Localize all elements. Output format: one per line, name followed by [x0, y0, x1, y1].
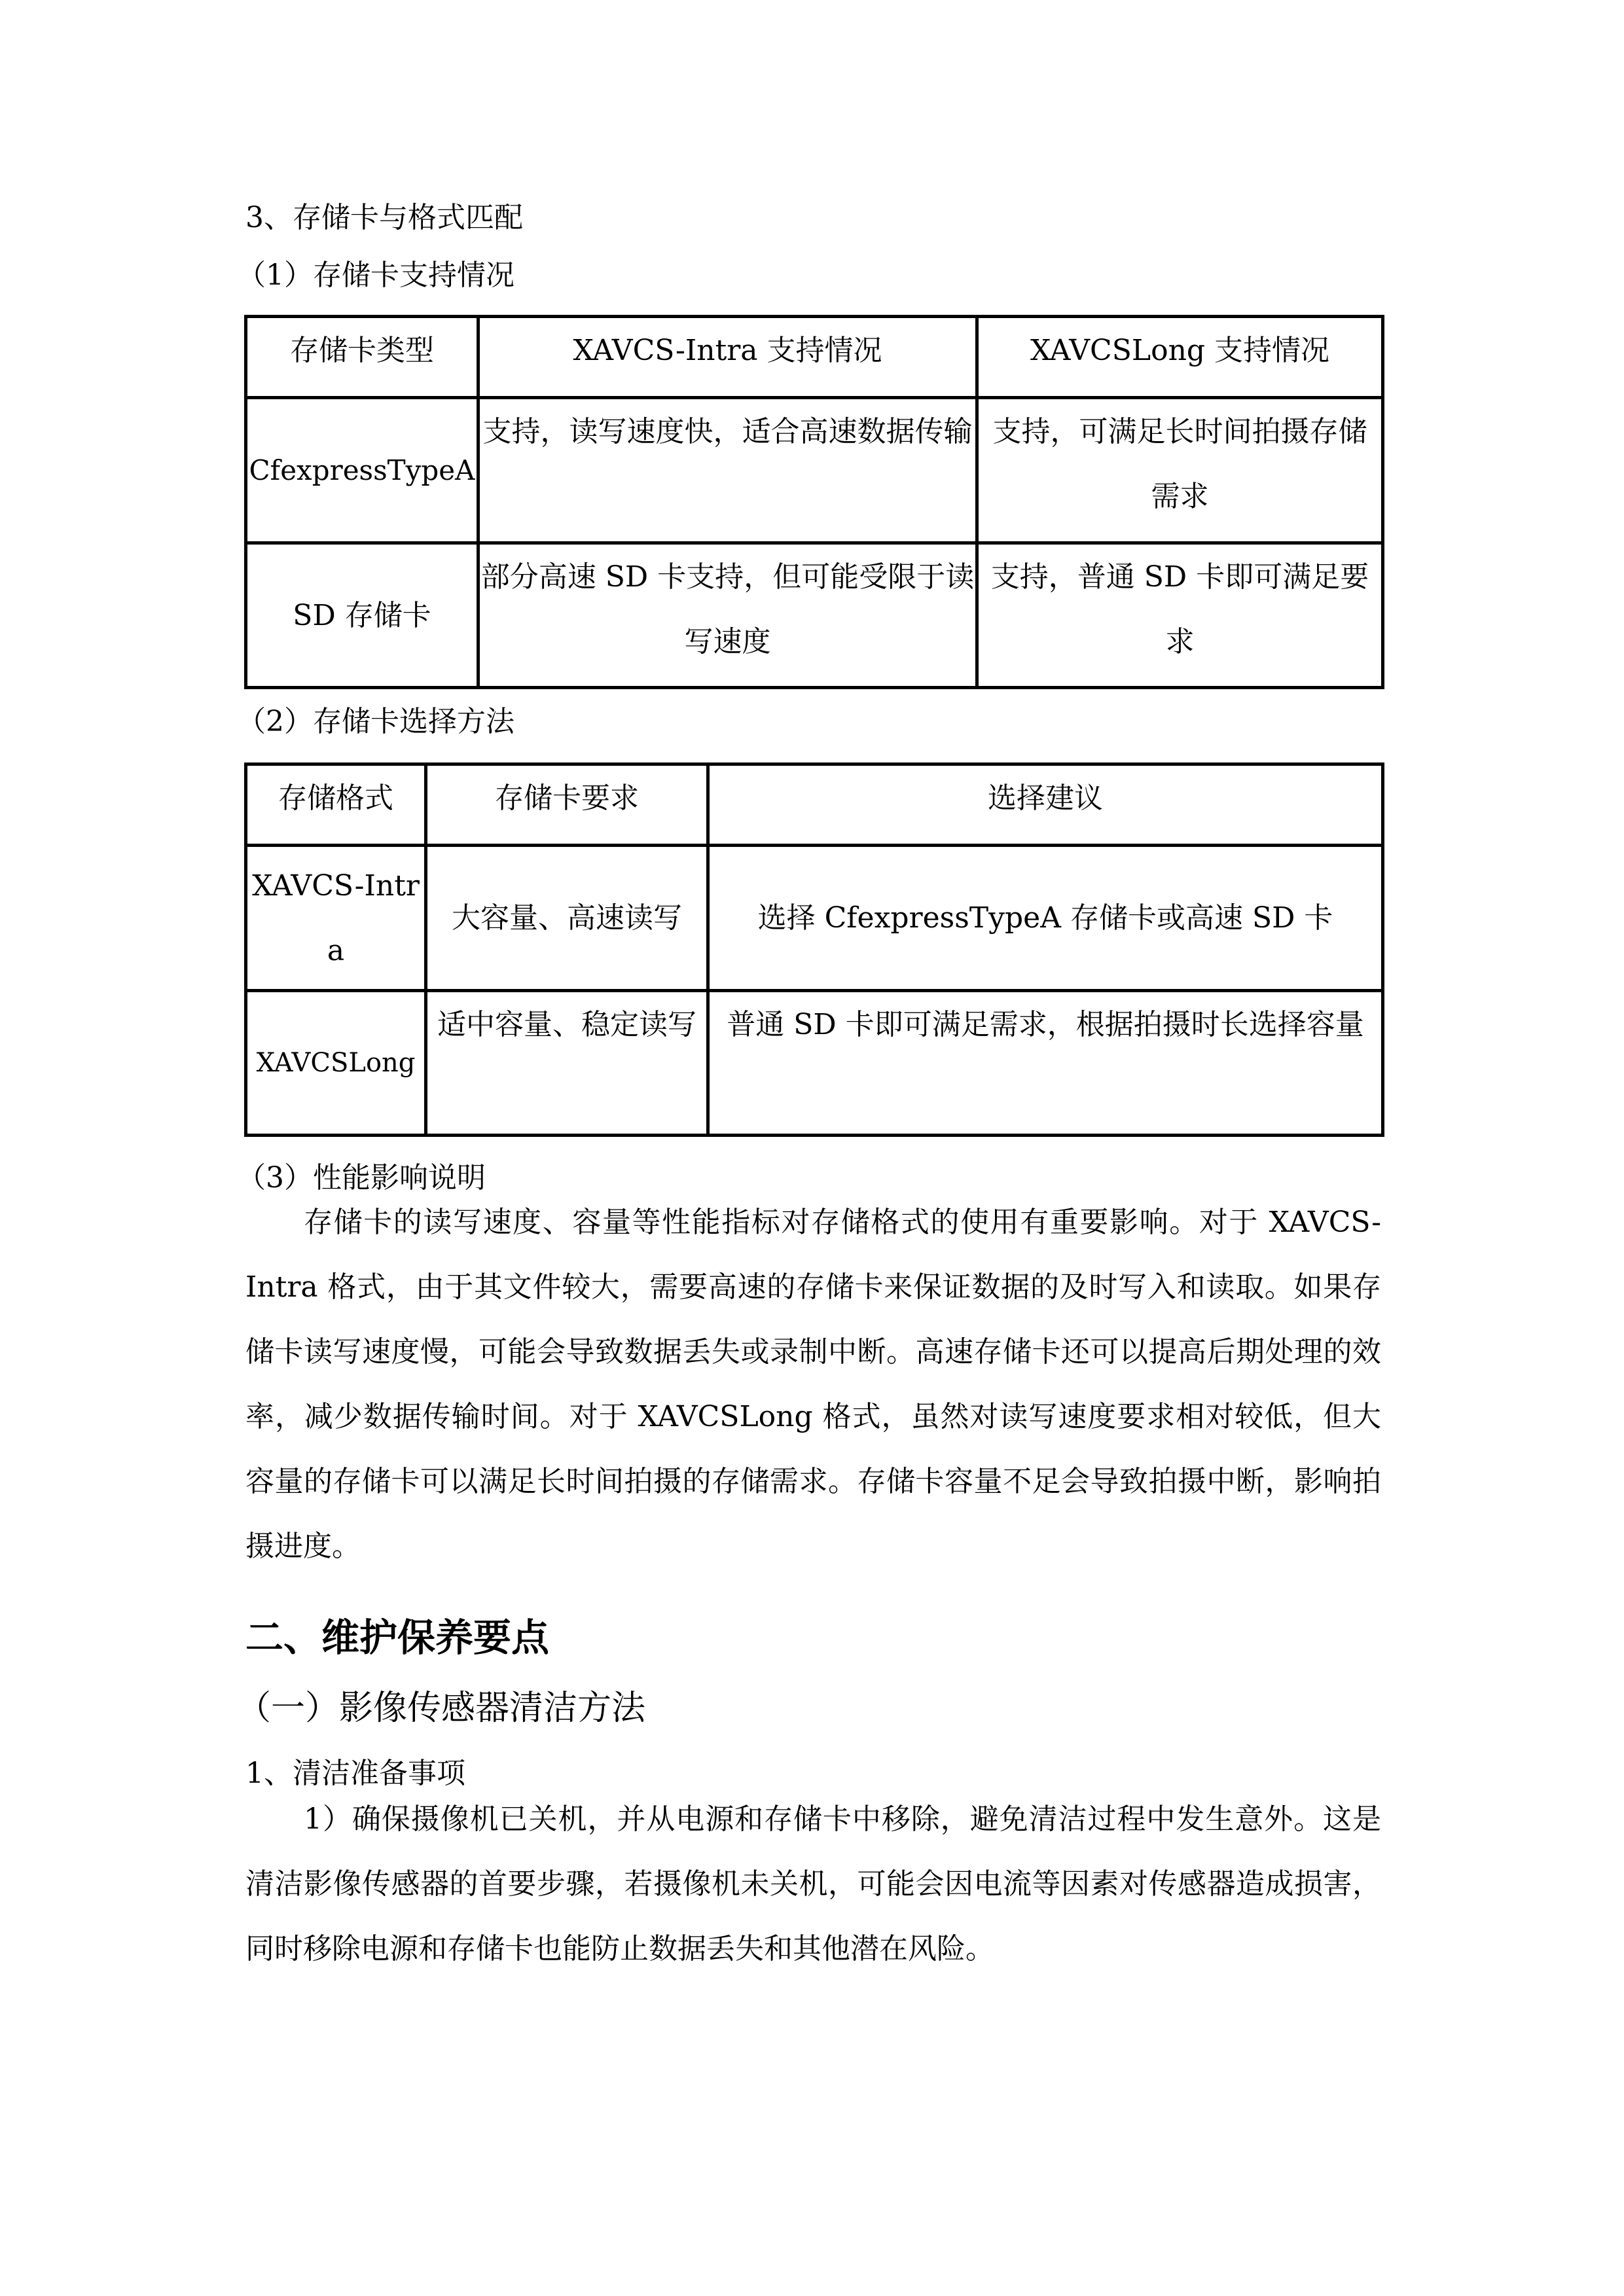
table-cell: XAVCSLong [246, 991, 426, 1136]
subheading-card-selection: （2）存储卡选择方法 [237, 705, 514, 738]
table-cell: 选择 CfexpressTypeA 存储卡或高速 SD 卡 [708, 846, 1383, 991]
subheading-sensor-cleaning: （一）影像传感器清洁方法 [237, 1689, 646, 1728]
table-header-cell: 存储卡要求 [426, 764, 708, 846]
card-support-table [244, 315, 1384, 689]
subheading-card-support: （1）存储卡支持情况 [237, 259, 514, 292]
table-cell: CfexpressTypeA [246, 398, 478, 543]
table-cell: SD 存储卡 [246, 543, 478, 688]
table-header-row [246, 317, 1383, 398]
table-cell: 部分高速 SD 卡支持，但可能受限于读写速度 [478, 543, 977, 688]
performance-paragraph: 存储卡的读写速度、容量等性能指标对存储格式的使用有重要影响。对于 XAVCS-Intra 格式，由于其文件较大，需要高速的存储卡来保证数据的及时写入和读取。如果存储卡读写速度慢，可能会导致数据丢失或录制中断。高速存储卡还可以提高后期处理的效率，减少数据传输时间。对于 XAVCSLong 格式，虽然对读写速度要求相对较低，但大容量的存储卡可以满足长时间拍摄的存储需求。存储卡容量不足会导致拍摄中断，影响拍摄进度。 [245, 1206, 1381, 1563]
section-heading-storage-card-format: 3、存储卡与格式匹配 [245, 201, 523, 234]
card-selection-table [244, 762, 1384, 1137]
table-header-row [246, 764, 1383, 846]
table-cell: 支持，普通 SD 卡即可满足要求 [977, 543, 1383, 688]
table-row [246, 398, 1383, 543]
table-header-cell: 存储卡类型 [246, 317, 478, 398]
preparation-paragraph: 1）确保摄像机已关机，并从电源和存储卡中移除，避免清洁过程中发生意外。这是清洁影像传感器的首要步骤，若摄像机未关机，可能会因电流等因素对传感器造成损害，同时移除电源和存储卡也能防止数据丢失和其他潜在风险。 [245, 1803, 1381, 1965]
subheading-performance-impact: （3）性能影响说明 [237, 1161, 486, 1194]
table-cell: 大容量、高速读写 [426, 846, 708, 991]
table-cell: XAVCS-Intra [246, 846, 426, 991]
table-cell: 支持，可满足长时间拍摄存储需求 [977, 398, 1383, 543]
table-cell: 普通 SD 卡即可满足需求，根据拍摄时长选择容量 [708, 991, 1383, 1136]
table-row [246, 991, 1383, 1136]
table-header-cell: XAVCSLong 支持情况 [977, 317, 1383, 398]
table-cell: 适中容量、稳定读写 [426, 991, 708, 1136]
table-header-cell: 选择建议 [708, 764, 1383, 846]
table-header-cell: XAVCS-Intra 支持情况 [478, 317, 977, 398]
item-heading-preparation: 1、清洁准备事项 [245, 1757, 465, 1790]
table-row [246, 846, 1383, 991]
part-heading-maintenance: 二、维护保养要点 [245, 1615, 550, 1660]
table-row [246, 543, 1383, 688]
table-header-cell: 存储格式 [246, 764, 426, 846]
table-cell: 支持，读写速度快，适合高速数据传输 [478, 398, 977, 543]
